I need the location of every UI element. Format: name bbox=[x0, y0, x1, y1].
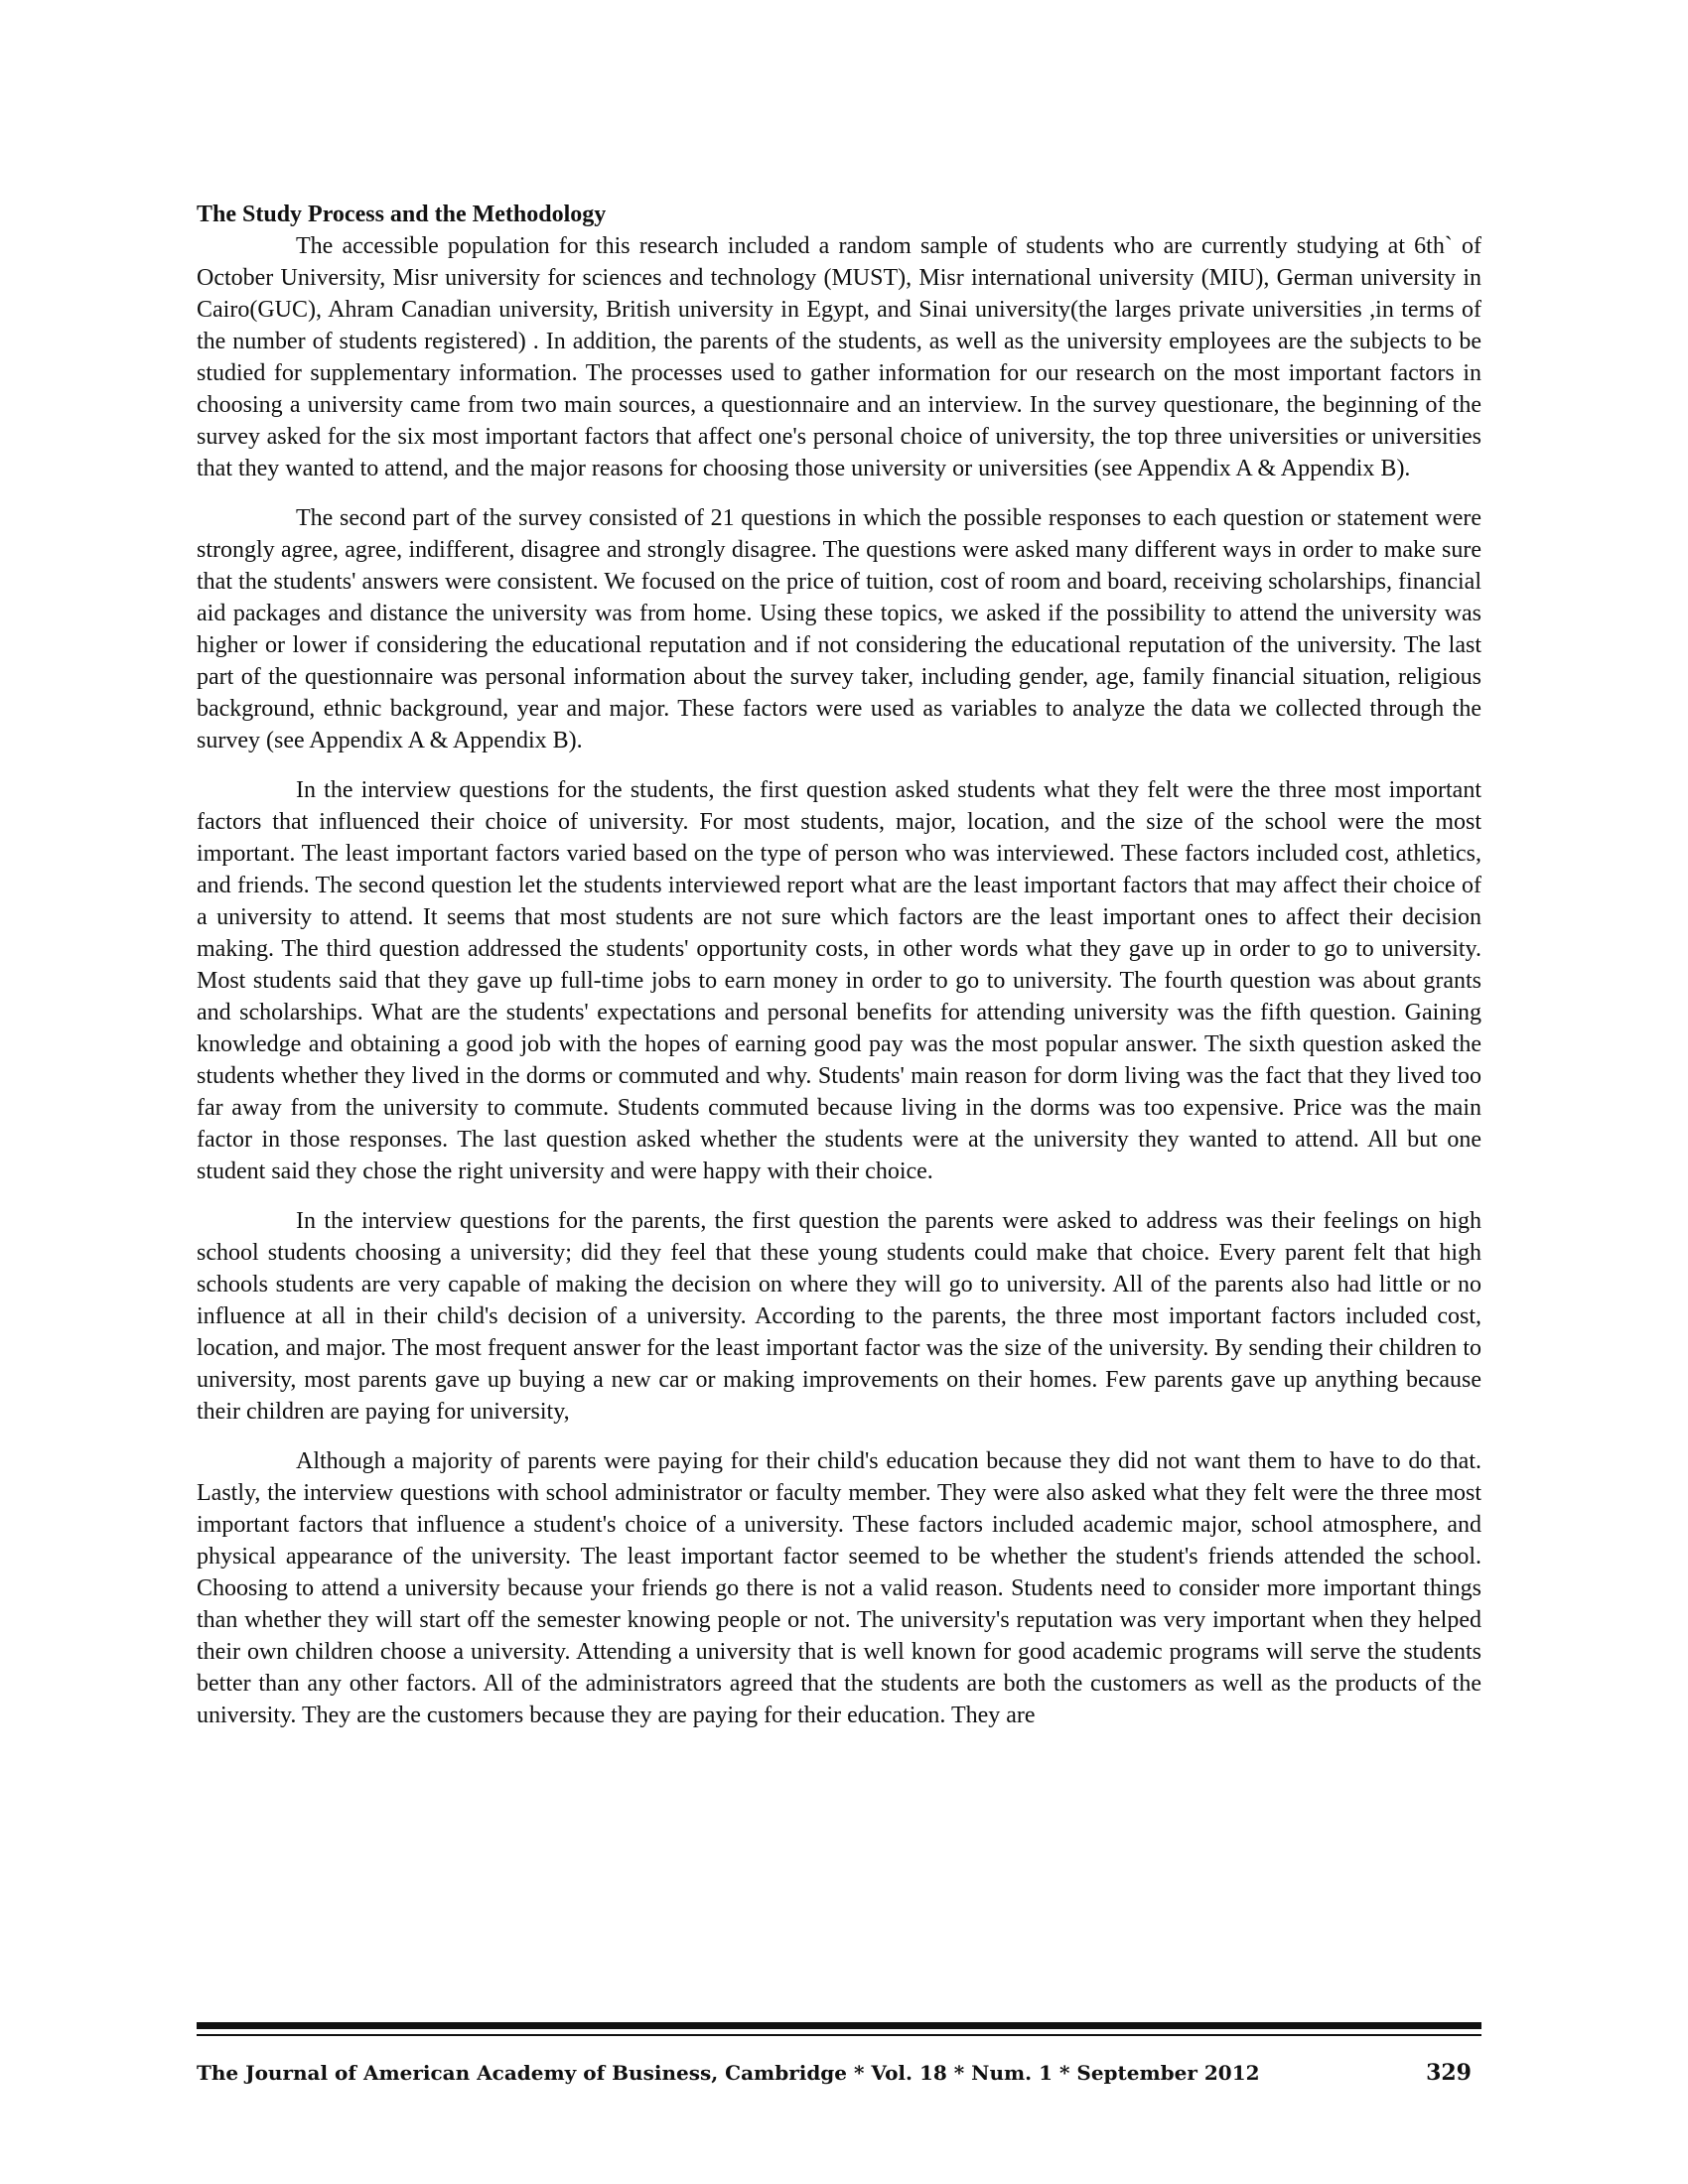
page-body bbox=[197, 199, 1481, 1749]
footer-rule-thin bbox=[197, 2034, 1481, 2036]
section-heading: The Study Process and the Methodology bbox=[197, 202, 607, 227]
paragraph-3: In the interview questions for the students, the first question asked students what they felt were the three most important factors that influenced their choice of university. For most students, major, location, and the size of the school were the most important. The least important factors varied based on the type of person who was interviewed. These factors included cost, athletics, and friends. The second question let the students interviewed report what are the least important factors that may affect their choice of a university to attend. It seems that most students are not sure which factors are the least important ones to affect their decision making. The third question addressed the students' opportunity costs, in other words what they gave up in order to go to university. Most students said that they gave up full-time jobs to earn money in order to go to university. The fourth question was about grants and scholarships. What are the students' expectations and personal benefits for attending university was the fifth question. Gaining knowledge and obtaining a good job with the hopes of earning good pay was the most popular answer. The sixth question asked the students whether they lived in the dorms or commuted and why. Students' main reason for dorm living was the fact that they lived too far away from the university to commute. Students commuted because living in the dorms was too expensive. Price was the main factor in those responses. The last question asked whether the students were at the university they wanted to attend. All but one student said they chose the right university and were happy with their choice. bbox=[197, 777, 1481, 1184]
footer-journal-citation: The Journal of American Academy of Business, Cambridge * Vol. 18 * Num. 1 * September 2012 bbox=[197, 2061, 1260, 2085]
page-footer bbox=[197, 2053, 1481, 2093]
paragraph-5: Although a majority of parents were paying for their child's education because they did not want them to have to do that. Lastly, the interview questions with school administrator or faculty member. They were also asked what they felt were the three most important factors that influence a student's choice of a university. These factors included academic major, school atmosphere, and physical appearance of the university. The least important factor seemed to be whether the student's friends attended the school. Choosing to attend a university because your friends go there is not a valid reason. Students need to consider more important things than whether they will start off the semester knowing people or not. The university's reputation was very important when they helped their own children choose a university. Attending a university that is well known for good academic programs will serve the students better than any other factors. All of the administrators agreed that the students are both the customers as well as the products of the university. They are the customers because they are paying for their education. They are bbox=[197, 1448, 1481, 1728]
footer-rule-thick bbox=[197, 2022, 1481, 2029]
paragraph-1: The accessible population for this research included a random sample of students who are currently studying at 6th` of October University, Misr university for sciences and technology (MUST), Misr international university (MIU), German university in Cairo(GUC), Ahram Canadian university, British university in Egypt, and Sinai university(the larges private universities ,in terms of the number of students registered) . In addition, the parents of the students, as well as the university employees are the subjects to be studied for supplementary information. The processes used to gather information for our research on the most important factors in choosing a university came from two main sources, a questionnaire and an interview. In the survey questionare, the beginning of the survey asked for the six most important factors that affect one's personal choice of university, the top three universities or universities that they wanted to attend, and the major reasons for choosing those university or universities (see Appendix A & Appendix B). bbox=[197, 233, 1481, 481]
paragraph-2: The second part of the survey consisted of 21 questions in which the possible responses to each question or statement were strongly agree, agree, indifferent, disagree and strongly disagree. The questions were asked many different ways in order to make sure that the students' answers were consistent. We focused on the price of tuition, cost of room and board, receiving scholarships, financial aid packages and distance the university was from home. Using these topics, we asked if the possibility to attend the university was higher or lower if considering the educational reputation and if not considering the educational reputation of the university. The last part of the questionnaire was personal information about the survey taker, including gender, age, family financial situation, religious background, ethnic background, year and major. These factors were used as variables to analyze the data we collected through the survey (see Appendix A & Appendix B). bbox=[197, 505, 1481, 753]
paragraph-4: In the interview questions for the parents, the first question the parents were asked to address was their feelings on high school students choosing a university; did they feel that these young students could make that choice. Every parent felt that high schools students are very capable of making the decision on where they will go to university. All of the parents also had little or no influence at all in their child's decision of a university. According to the parents, the three most important factors included cost, location, and major. The most frequent answer for the least important factor was the size of the university. By sending their children to university, most parents gave up buying a new car or making improvements on their homes. Few parents gave up anything because their children are paying for university, bbox=[197, 1208, 1481, 1425]
footer-page-number: 329 bbox=[1426, 2060, 1472, 2086]
